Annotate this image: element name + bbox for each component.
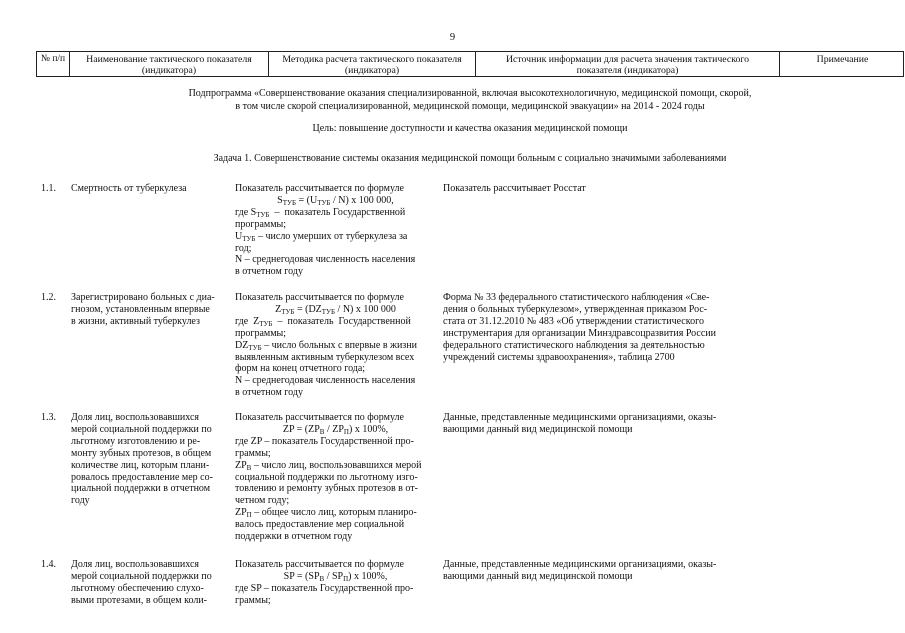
header-col-name-label: Наименование тактического показателя (индикатора)	[86, 54, 252, 76]
indicator-name: Зарегистрировано больных с диа- гнозом, установленным впервые в жизни, активный туберкулез	[71, 292, 215, 327]
formula: $Z_{ТУБ} = (DZ_{ТУБ} / N)$ х 100 000	[275, 303, 396, 316]
calculation-method: Показатель рассчитывается по формуле ZP = $(ZP_В / ZP_П)$ х 100%, где ZP – показатель Государственной про- граммы; $ZP_В$ – число лиц, воспользовавшихся мерой социальной поддержки по льготному изго- товлению и ремонту зубных протезов в от- четном году; $ZP_П$ – общее число лиц, которым планиро- валось предоставление мер социальной поддержки в отчетном году	[235, 412, 436, 543]
row-number: 1.2.	[41, 292, 56, 303]
indicator-name: Доля лиц, воспользовавшихся мерой социальной поддержки по льготному обеспечению слухо- выми протезами, в общем коли-	[71, 559, 212, 606]
subprogram-title	[60, 88, 880, 113]
header-col-method-label: Методика расчета тактического показателя (индикатора)	[282, 54, 462, 76]
header-col-note	[780, 52, 905, 76]
calculation-method: Показатель рассчитывается по формуле SP = $(SP_В / SP_П)$ х 100%, где SP – показатель Государственной про- граммы;	[235, 559, 436, 607]
row-number: 1.1.	[41, 183, 56, 194]
header-col-method	[269, 52, 476, 76]
calculation-method: Показатель рассчитывается по формуле $Z_{ТУБ} = (DZ_{ТУБ} / N)$ х 100 000 где $Z_{ТУБ}$ – показатель Государственной программы; $DZ_{ТУБ}$ – число больных с впервые в жизни выявленным активным туберкулезом всех форм на конец отчетного года; N – среднегодовая численность населения в отчетном году	[235, 292, 436, 399]
header-col-note-label: Примечание	[816, 54, 869, 65]
formula: ZP = $(ZP_В / ZP_П)$ х 100%,	[282, 423, 389, 436]
indicator-name: Доля лиц, воспользовавшихся мерой социальной поддержки по льготному изготовлению и ре- монту зубных протезов, в общем количестве лиц, которым плани- ровалось предоставление мер со- циальной поддержки в отчетном году	[71, 412, 213, 507]
row-number: 1.3.	[41, 412, 56, 423]
header-col-source	[476, 52, 780, 76]
header-col-num-label: № п/п	[40, 54, 66, 64]
page-number: 9	[449, 32, 456, 43]
row-number: 1.4.	[41, 559, 56, 570]
header-col-num	[37, 52, 70, 76]
information-source: Данные, представленные медицинскими организациями, оказы- вающими данный вид медицинской помощи	[443, 412, 717, 435]
goal-text: Цель: повышение доступности и качества оказания медицинской помощи	[312, 123, 628, 134]
calculation-method: Показатель рассчитывается по формуле $S_{ТУБ} = (U_{ТУБ} / N)$ х 100 000, где $S_{ТУБ}$ – показатель Государственной программы; $U_{ТУБ}$ – число умерших от туберкулеза за год; N – среднегодовая численность населения в отчетном году	[235, 183, 436, 278]
task-text: Задача 1. Совершенствование системы оказания медицинской помощи больным с социально значимыми заболеваниями	[213, 153, 727, 164]
information-source: Форма № 33 федерального статистического наблюдения «Све- дения о больных туберкулезом», утвержденная приказом Рос- стата от 31.12.2010 № 483 «Об утверждении статистического инструментария для организации Минздравсоцразвития России федерального статистического наблюдения за деятельностью учреждений системы здравоохранения», таблица 2700	[443, 292, 717, 363]
subprogram-line-2: в том числе скорой специализированной, медицинской помощи, медицинской эвакуации» на 2014 - 2024 годы	[235, 100, 705, 112]
information-source: Данные, представленные медицинскими организациями, оказы- вающими данный вид медицинской помощи	[443, 559, 717, 582]
information-source: Показатель рассчитывает Росстат	[443, 183, 586, 194]
subprogram-line-1: Подпрограмма «Совершенствование оказания специализированной, включая высокотехнологичную, медицинской помощи, скорой,	[188, 88, 752, 99]
table-header	[36, 51, 904, 77]
header-col-source-label: Источник информации для расчета значения тактического показателя (индикатора)	[505, 54, 750, 76]
indicator-name: Смертность от туберкулеза	[71, 183, 187, 194]
formula: SP = $(SP_В / SP_П)$ х 100%,	[283, 570, 388, 583]
header-col-name	[70, 52, 269, 76]
formula: $S_{ТУБ} = (U_{ТУБ} / N)$ х 100 000,	[277, 194, 394, 207]
